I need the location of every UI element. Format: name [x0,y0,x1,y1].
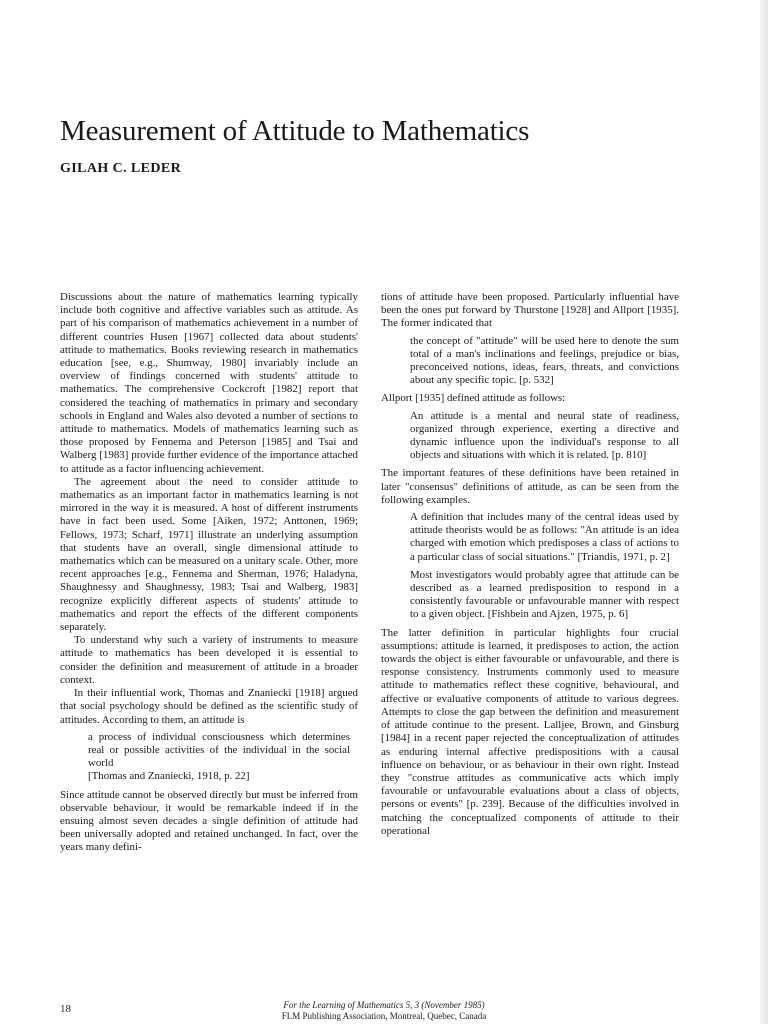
block-quote: An attitude is a mental and neural state of readiness, organized through experience, exerting a directive and dynamic influence upon the individual's response to all objects and situations with which it is related. [p. 810] [410,409,679,462]
right-column [381,291,679,838]
paragraph: Since attitude cannot be observed directly but must be inferred from observable behaviour, it would be remarkable indeed if in the ensuing almost seven decades a single definition of attitude had been universally adopted and retained unchanged. In fact, over the years many defini- [60,788,358,854]
article-author: GILAH C. LEDER [60,161,182,176]
block-quote [88,731,350,784]
block-quote: the concept of "attitude" will be used here to denote the sum total of a man's inclinations and feelings, prejudice or bias, preconceived notions, ideas, fears, threats, and convictions about any specific topic. [p. 532] [410,334,679,387]
paragraph: The agreement about the need to consider attitude to mathematics as an important factor in mathematics learning is not mirrored in the way it is measured. A host of different instruments have in fact been used. Some [Aiken, 1972; Anttonen, 1969; Fellows, 1973; Scharf, 1971] illustrate an underlying assumption that students have an overall, single dimensional attitude to mathematics which can be measured on a unitary scale. Other, more recent approaches [e.g., Fennema and Sherman, 1976; Haladyna, Shaughnessy and Shaughnessy, 1983; Tsai and Walberg, 1983] recognize explicitly different aspects of students' attitude to mathematics and report the effects of the different components separately. [60,475,358,634]
paragraph: To understand why such a variety of instruments to measure attitude to mathematics has been developed it is essential to consider the definition and measurement of attitude in a broader context. [60,634,358,686]
footer-publisher: FLM Publishing Association, Montreal, Quebec, Canada [281,1010,487,1021]
paragraph: Discussions about the nature of mathematics learning typically include both cognitive and affective variables such as attitude. As part of his comparison of mathematics achievement in a number of different countries Husen [1967] collected data about students' attitude to mathematics. Books reviewing research in mathematics education [see, e.g., Shumway, 1980] invariably include an overview of findings concerned with students' attitude to mathematics. The comprehensive Cockcroft [1982] report that considered the teaching of mathematics in primary and secondary schools in England and Wales also devoted a number of sections to attitude to mathematics. Models of mathematics learning such as those proposed by Fennema and Peterson [1985] and Tsai and Walberg [1983] provide further evidence of the importance attached to attitude as a factor influencing achievement. [60,291,358,475]
block-quote: Most investigators would probably agree that attitude can be described as a learned predisposition to respond in a consistently favourable or unfavourable manner with respect to a given object. [Fishbein and Ajzen, 1975, p. 6] [410,568,679,621]
quote-text: a process of individual consciousness which determines real or possible activities of the individual in the social world [88,730,350,770]
article-title: Measurement of Attitude to Mathematics [60,115,530,147]
footer-journal: For the Learning of Mathematics 5, 3 (November 1985) [283,1000,485,1010]
quote-citation: [Thomas and Znaniecki, 1918, p. 22] [88,770,250,783]
paragraph: The latter definition in particular highlights four crucial assumptions: attitude is learned, it predisposes to action, the action towards the object is either favourable or unfavourable, and there is response consistency. Instruments commonly used to measure attitude to mathematics reflect these cognitive, behavioural, and affective or evaluative components of attitude to various degrees. Attempts to close the gap between the definition and measurement of attitude continue to the present. Lalljee, Brown, and Ginsburg [1984] in a recent paper rejected the conceptualization of attitudes as enduring internal affective predispositions with a causal influence on behaviour, or as behaviour in their own right. Instead they "construe attitudes as communicative acts which imply favourable or unfavourable evaluations about a class of objects, persons or events" [p. 239]. Because of the difficulties involved in matching the conceptualized components of attitude to their operational [381,626,679,837]
paragraph: In their influential work, Thomas and Znaniecki [1918] argued that social psychology should be defined as the scientific study of attitudes. According to them, an attitude is [60,687,358,726]
paragraph: tions of attitude have been proposed. Particularly influential have been the ones put forward by Thurstone [1928] and Allport [1935]. The former indicated that [381,291,679,330]
left-column [60,291,358,855]
page-number: 18 [60,1003,71,1015]
paragraph: The important features of these definitions have been retained in later "consensus" definitions of attitude, as can be seen from the following examples. [381,467,679,506]
paragraph: Allport [1935] defined attitude as follows: [381,392,566,405]
page-footer [0,1000,768,1021]
page-edge-shadow [760,0,768,1024]
block-quote: A definition that includes many of the central ideas used by attitude theorists would be as follows: "An attitude is an idea charged with emotion which predisposes a class of actions to a particular class of social situations." [Triandis, 1971, p. 2] [410,511,679,563]
